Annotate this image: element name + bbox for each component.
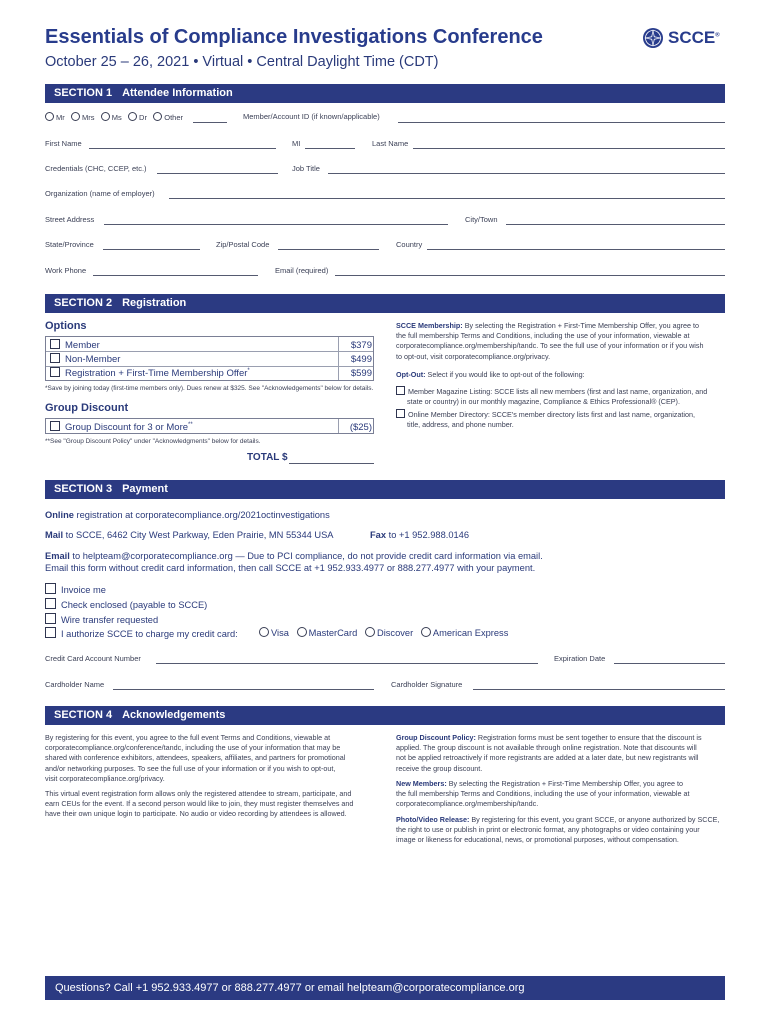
member-id-field[interactable] <box>398 122 725 123</box>
price-member: $379 <box>350 340 372 351</box>
email-field[interactable] <box>335 275 725 276</box>
organization-label: Organization (name of employer) <box>45 189 155 198</box>
other-salutation-field[interactable] <box>193 122 227 123</box>
salutation-mrs[interactable]: Mrs <box>71 113 95 122</box>
salutation-group <box>45 112 183 122</box>
cardholder-name-label: Cardholder Name <box>45 680 105 689</box>
email-instructions: Email to helpteam@corporatecompliance.org — Due to PCI compliance, do not provide credit card information via email. <box>45 551 543 561</box>
section-1-header: SECTION 1 Attendee Information <box>45 84 725 103</box>
zip-field[interactable] <box>278 249 379 250</box>
mi-label: MI <box>292 139 301 148</box>
event-subtitle: October 25 – 26, 2021 • Virtual • Central Daylight Time (CDT) <box>45 54 439 70</box>
job-title-field[interactable] <box>328 173 725 174</box>
method-wire[interactable]: Wire transfer requested <box>45 613 158 625</box>
total-label: TOTAL $ <box>247 452 288 463</box>
credentials-label: Credentials (CHC, CCEP, etc.) <box>45 164 147 173</box>
section-4-header: SECTION 4 Acknowledgements <box>45 706 725 725</box>
credentials-field[interactable] <box>157 173 278 174</box>
option-group-discount[interactable]: Group Discount for 3 or More** <box>50 421 193 433</box>
country-field[interactable] <box>427 249 725 250</box>
credit-card-checkbox[interactable] <box>45 627 56 638</box>
email-label: Email (required) <box>275 266 329 275</box>
total-field[interactable] <box>289 463 374 464</box>
card-discover[interactable]: Discover <box>365 628 413 638</box>
price-group-discount: ($25) <box>349 422 372 433</box>
group-discount-heading: Group Discount <box>45 402 129 414</box>
option-member-checkbox[interactable] <box>50 339 60 349</box>
method-credit-card[interactable]: I authorize SCCE to charge my credit card: <box>45 627 238 639</box>
new-members-policy: New Members: By selecting the Registration + First-Time Membership Offer, you agree to the full membership Terms and Conditions, including the use of your information, viewable at corporatecompliance.org/membership/tandc. <box>396 779 690 809</box>
opt-out-magazine[interactable]: Member Magazine Listing: SCCE lists all new members (first and last name, organization, and state or country) in our monthly magazine, Compliance & Ethics Professional® (CEP). <box>396 386 707 407</box>
expiration-label: Expiration Date <box>554 654 606 663</box>
organization-field[interactable] <box>169 198 725 199</box>
opt-out-heading: Opt-Out: Select if you would like to opt-out of the following: <box>396 370 585 379</box>
card-type-group <box>259 627 508 638</box>
membership-info: SCCE Membership: By selecting the Registration + First-Time Membership Offer, you agree to the full membership Terms and Conditions, including the use of your information, viewable at corporatecompliance.org/membership/tandc. To see the full use of your information or if you wish to opt-out, visit corporatecompliance.org/privacy. <box>396 321 704 361</box>
virtual-event-paragraph: This virtual event registration form allows only the registered attendee to stream, participate, and earn CEUs for the event. If a second person would like to join, they must register themselves and have their own unique login to participate. No audio or video recording by attendees is allowed. <box>45 789 354 819</box>
options-box <box>45 336 374 381</box>
option-first-time-member[interactable]: Registration + First-Time Membership Offer* <box>50 367 250 379</box>
card-amex[interactable]: American Express <box>421 628 508 638</box>
group-note: **See "Group Discount Policy" under "Acknowledgments" below for details. <box>45 438 261 445</box>
options-note: *Save by joining today (first-time members only). Dues renew at $325. See "Acknowledgements" below for details. <box>45 385 374 392</box>
photo-video-release: Photo/Video Release: By registering for this event, you grant SCCE, or anyone authorized by SCCE, the right to use or publish in print or electronic format, any photographs or video containing your image or likeness for educational, news, or promotional purposes, without compensation. <box>396 815 720 845</box>
check-checkbox[interactable] <box>45 598 56 609</box>
card-mastercard[interactable]: MasterCard <box>297 628 358 638</box>
salutation-other[interactable]: Other <box>153 113 183 122</box>
scce-logo <box>642 26 732 52</box>
email-instructions-2: Email this form without credit card information, then call SCCE at +1 952.933.4977 or 888.277.4977 with your payment. <box>45 563 536 573</box>
last-name-label: Last Name <box>372 139 409 148</box>
city-label: City/Town <box>465 215 498 224</box>
method-check[interactable]: Check enclosed (payable to SCCE) <box>45 598 207 610</box>
wire-checkbox[interactable] <box>45 613 56 624</box>
cardholder-name-field[interactable] <box>113 689 374 690</box>
price-first-time: $599 <box>350 368 372 379</box>
salutation-mr[interactable]: Mr <box>45 113 65 122</box>
compass-logo-icon <box>642 27 664 49</box>
card-visa[interactable]: Visa <box>259 628 289 638</box>
price-non-member: $499 <box>350 354 372 365</box>
group-discount-policy: Group Discount Policy: Registration forms must be sent together to ensure that the discount is applied. The group discount is not available through online registration. Note that discounts will not be applied retroactively if more registrants are added at a later date, but new registrants will receive the group discount. <box>396 733 702 773</box>
member-id-label: Member/Account ID (if known/applicable) <box>243 112 380 121</box>
salutation-dr[interactable]: Dr <box>128 113 147 122</box>
first-name-label: First Name <box>45 139 82 148</box>
invoice-checkbox[interactable] <box>45 583 56 594</box>
section-2-header: SECTION 2 Registration <box>45 294 725 313</box>
job-title-label: Job Title <box>292 164 320 173</box>
online-registration: Online registration at corporatecompliance.org/2021octinvestigations <box>45 510 330 520</box>
signature-field[interactable] <box>473 689 725 690</box>
footer-contact: Questions? Call +1 952.933.4977 or 888.277.4977 or email helpteam@corporatecompliance.org <box>45 976 725 1000</box>
option-non-member-checkbox[interactable] <box>50 353 60 363</box>
city-field[interactable] <box>506 224 725 225</box>
options-heading: Options <box>45 320 87 332</box>
signature-label: Cardholder Signature <box>391 680 463 689</box>
opt-out-directory-checkbox[interactable] <box>396 409 405 418</box>
street-field[interactable] <box>104 224 448 225</box>
fax-number: Fax to +1 952.988.0146 <box>370 530 470 540</box>
cc-number-label: Credit Card Account Number <box>45 654 141 663</box>
group-discount-checkbox[interactable] <box>50 421 60 431</box>
mail-address: Mail to SCCE, 6462 City West Parkway, Eden Prairie, MN 55344 USA <box>45 530 334 540</box>
work-phone-field[interactable] <box>93 275 258 276</box>
method-invoice[interactable]: Invoice me <box>45 583 106 595</box>
expiration-field[interactable] <box>614 663 725 664</box>
first-name-field[interactable] <box>89 148 276 149</box>
opt-out-magazine-checkbox[interactable] <box>396 386 405 395</box>
cc-number-field[interactable] <box>156 663 538 664</box>
option-non-member[interactable]: Non-Member <box>50 353 120 365</box>
street-label: Street Address <box>45 215 95 224</box>
group-discount-box <box>45 418 374 434</box>
country-label: Country <box>396 240 423 249</box>
state-label: State/Province <box>45 240 94 249</box>
option-first-time-checkbox[interactable] <box>50 367 60 377</box>
option-member[interactable]: Member <box>50 339 100 351</box>
state-field[interactable] <box>103 249 200 250</box>
section-3-header: SECTION 3 Payment <box>45 480 725 499</box>
terms-paragraph: By registering for this event, you agree to the full event Terms and Conditions, viewable at corporatecompliance.org/conference/tandc, including the use of your information that may be shared with conference exhibitors, attendees, speakers, affiliates, and partners for promotional and/or networking purposes. To see the full use of your information or if you wish to opt-out, visit corporatecompliance.org/privacy. <box>45 733 346 783</box>
salutation-ms[interactable]: Ms <box>101 113 122 122</box>
opt-out-directory[interactable]: Online Member Directory: SCCE's member directory lists first and last name, organization, title, address, and phone number. <box>396 409 695 430</box>
work-phone-label: Work Phone <box>45 266 87 275</box>
zip-label: Zip/Postal Code <box>216 240 270 249</box>
page-title: Essentials of Compliance Investigations Conference <box>45 26 543 48</box>
last-name-field[interactable] <box>413 148 725 149</box>
logo-text: SCCE® <box>668 28 720 47</box>
mi-field[interactable] <box>305 148 355 149</box>
